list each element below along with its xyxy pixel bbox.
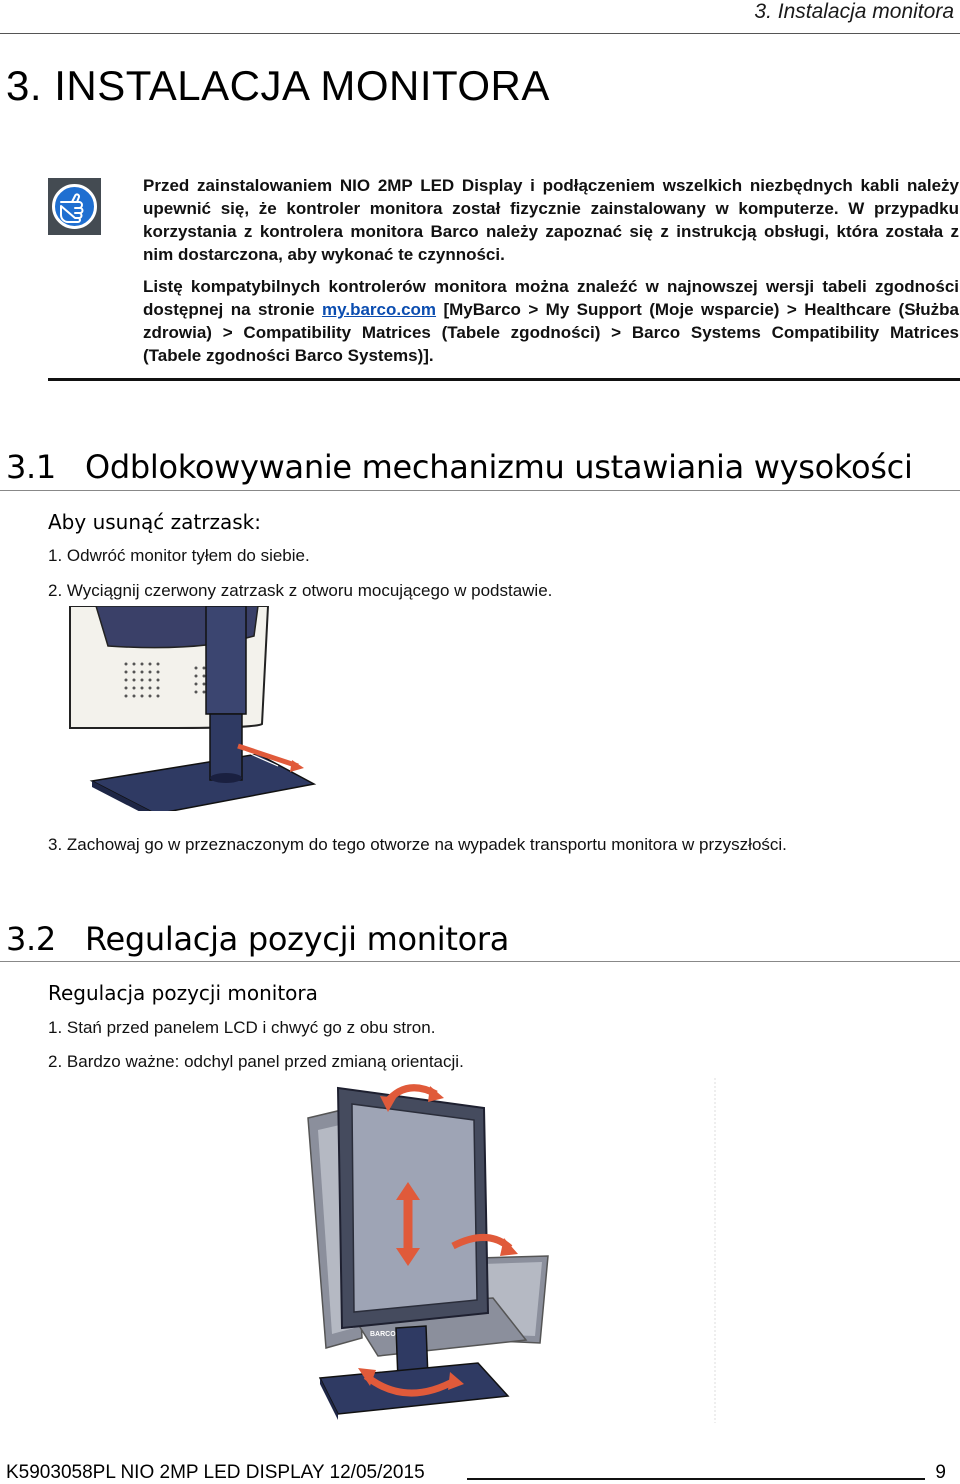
note-paragraph-2-lead: Listę kompatybilnych kontrolerów monitora można znaleźć w najnowszej wersji tabeli zgodności dostępnej na stronie xyxy=(143,277,959,319)
section-3-1-number: 3.1 xyxy=(6,448,56,486)
section-3-2-step-1: 1. Stań przed panelem LCD i chwyć go z obu stron. xyxy=(48,1018,436,1037)
running-header: 3. Instalacja monitora xyxy=(754,0,954,23)
section-3-2-subtitle: Regulacja pozycji monitora xyxy=(48,981,318,1005)
footer-rule xyxy=(467,1478,925,1480)
section-3-2-title xyxy=(6,920,509,958)
section-3-1-rule xyxy=(0,490,960,491)
section-3-1-step-1: 1. Odwróć monitor tyłem do siebie. xyxy=(48,546,310,565)
note-paragraph-2-path: [MyBarco > My Support (Moje wsparcie) > Healthcare (Służba zdrowia) > Compatibility Matrices (Tabele zgodności) > Barco Systems Compatibility Matrices (Tabele zgodności Barco Systems)]. xyxy=(143,300,959,365)
note-text xyxy=(143,174,959,376)
note-paragraph-1: Przed zainstalowaniem NIO 2MP LED Display i podłączeniem wszelkich niezbędnych kabli należy upewnić się, że kontroler monitora został fizycznie zainstalowany w komputerze. W przypadku korzystania z kontrolera monitora Barco należy zapoznać się z instrukcją obsługi, która została z nim dostarczona, aby wykonać te czynności. xyxy=(143,176,959,264)
section-3-1-heading: Odblokowywanie mechanizmu ustawiania wysokości xyxy=(85,448,913,486)
section-3-2-number: 3.2 xyxy=(6,920,56,958)
section-3-1-step-2: 2. Wyciągnij czerwony zatrzask z otworu mocującego w podstawie. xyxy=(48,581,553,600)
section-3-2-rule xyxy=(0,961,960,962)
section-3-1-step-3: 3. Zachowaj go w przeznaczonym do tego otworze na wypadek transportu monitora w przyszłości. xyxy=(48,835,787,854)
page-number: 9 xyxy=(935,1462,946,1483)
figure-monitor-rotation xyxy=(278,1078,718,1423)
note-paragraph-2 xyxy=(143,275,959,367)
chapter-title: 3. INSTALACJA MONITORA xyxy=(6,62,550,109)
footer-doc-info: K5903058PL NIO 2MP LED DISPLAY 12/05/2015 xyxy=(6,1462,425,1483)
section-3-1-title xyxy=(6,448,913,486)
figure-latch-removal xyxy=(48,606,338,811)
section-3-2-heading: Regulacja pozycji monitora xyxy=(85,920,510,958)
pointing-hand-icon xyxy=(48,178,101,235)
note-bottom-rule xyxy=(48,378,960,381)
mybarco-link[interactable]: my.barco.com xyxy=(322,300,437,319)
header-rule xyxy=(0,33,960,34)
section-3-1-subtitle: Aby usunąć zatrzask: xyxy=(48,510,261,534)
section-3-2-step-2: 2. Bardzo ważne: odchyl panel przed zmianą orientacji. xyxy=(48,1052,464,1071)
monitor-brand-label: BARCO xyxy=(370,1331,396,1338)
